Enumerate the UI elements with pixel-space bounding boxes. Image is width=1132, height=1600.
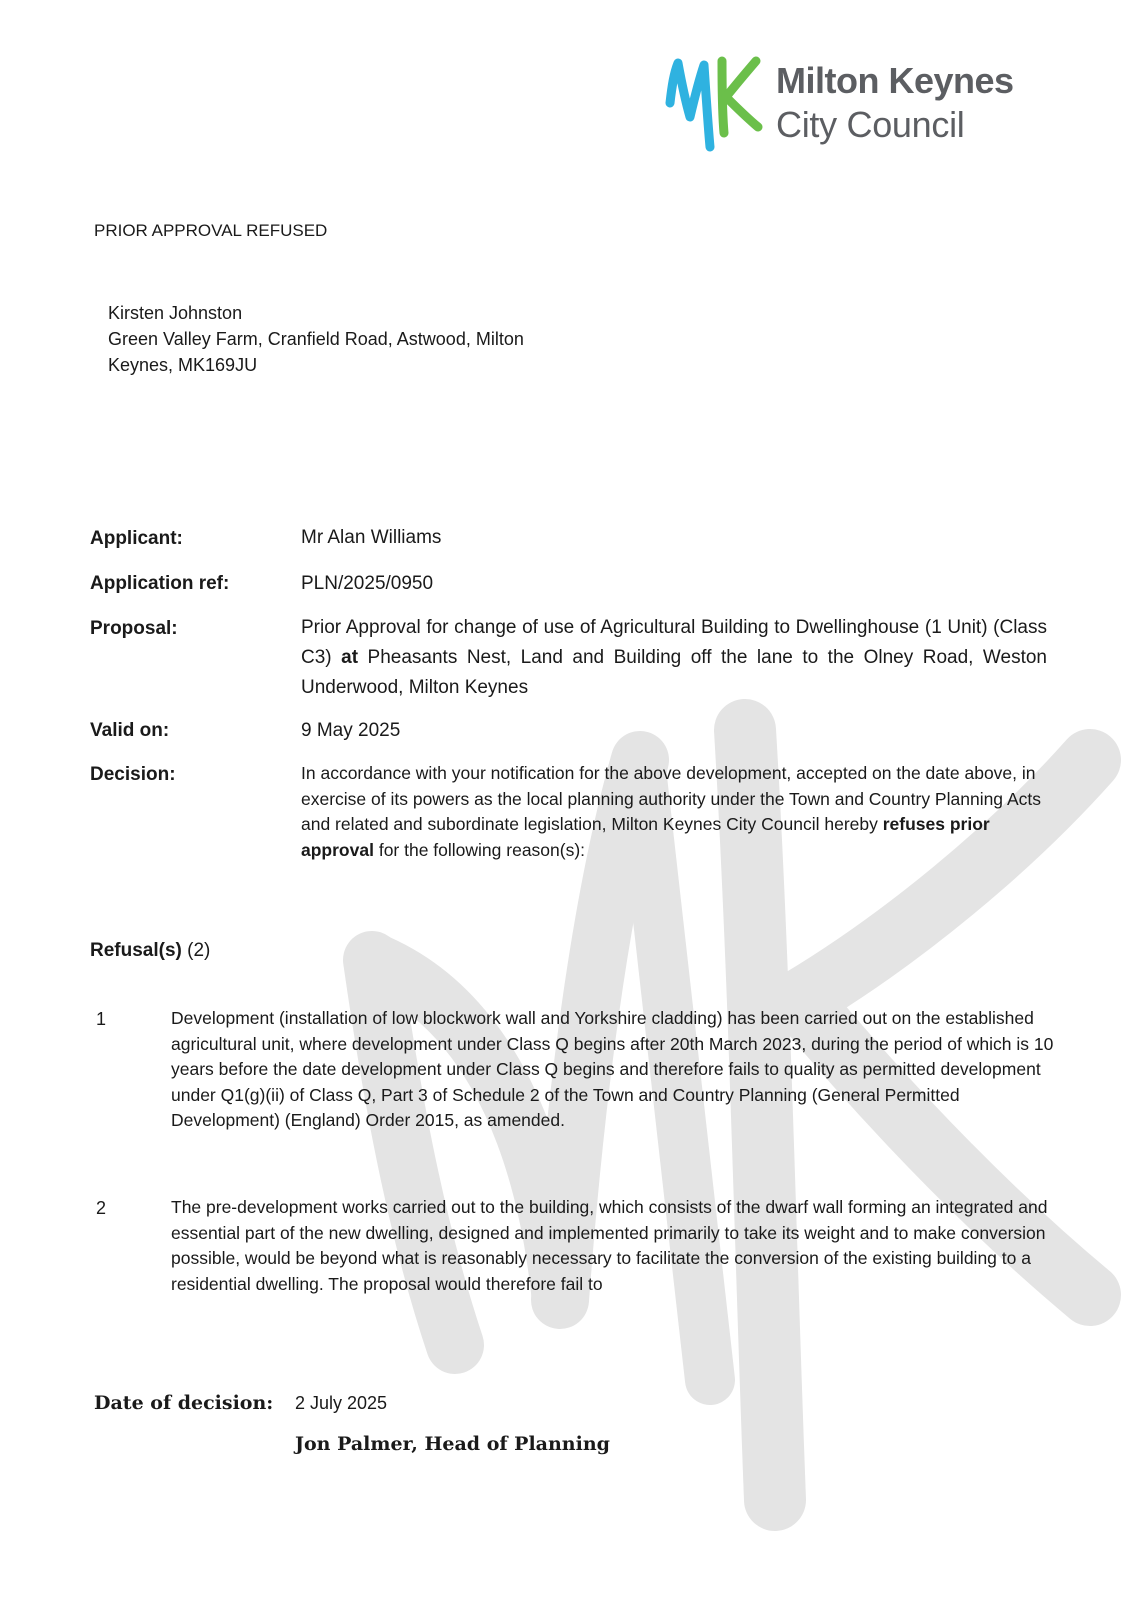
- refusal-number: 1: [96, 1009, 107, 1029]
- refusals-count: (2): [187, 940, 211, 961]
- decision-text-part2: for the following reason(s):: [378, 839, 586, 860]
- signatory: Jon Palmer, Head of Planning: [295, 1433, 610, 1455]
- date-of-decision-value: 2 July 2025: [295, 1393, 388, 1413]
- logo-text-line2: City Council: [776, 104, 965, 145]
- decision-value: [301, 761, 1047, 863]
- council-logo-icon: [664, 55, 764, 155]
- refusal-reason-text: Development (installation of low blockwork wall and Yorkshire cladding) has been carried out on the established agricultural unit, where development under Class Q begins after 20th March 2023, during the period of which is 10 years before the date development under Class Q begins and therefore fails to quality as permitted development under Q1(g)(ii) of Class Q, Part 3 of Schedule 2 of the Town and Country Planning (General Permitted Development) (England) Order 2015, as amended.: [171, 1008, 1054, 1130]
- applicant-label: Applicant:: [90, 528, 183, 549]
- valid-on-value: 9 May 2025: [301, 720, 401, 741]
- decision-text-part1: In accordance with your notification for the above development, accepted on the date above, in exercise of its powers as the local planning authority under the Town and Country Planning Acts and related and subordinate legislation, Milton Keynes City Council hereby: [301, 763, 1041, 834]
- refusals-heading-bold: Refusal(s): [90, 940, 182, 961]
- recipient-address: [108, 300, 568, 378]
- application-ref-value: PLN/2025/0950: [301, 573, 434, 594]
- logo-text-line1: Milton Keynes: [776, 60, 1014, 101]
- decision-label: Decision:: [90, 764, 176, 785]
- date-of-decision-label: Date of decision:: [94, 1392, 274, 1414]
- application-ref-label: Application ref:: [90, 573, 230, 594]
- refusals-heading: [90, 940, 210, 962]
- proposal-text-part2: Pheasants Nest, Land and Building off the lane to the Olney Road, Weston Underwood, Milton Keynes: [301, 647, 1047, 698]
- recipient-name: Kirsten Johnston: [108, 303, 243, 323]
- refusal-reason-text: The pre-development works carried out to the building, which consists of the dwarf wall forming an integrated and essential part of the new dwelling, designed and implemented primarily to take its weight and to make conversion possible, would be beyond what is reasonably necessary to facilitate the conversion of the existing building to a residential dwelling. The proposal would therefore fail to: [171, 1197, 1048, 1294]
- proposal-value: [301, 613, 1047, 703]
- recipient-address-line2: Keynes, MK169JU: [108, 355, 258, 375]
- decision-bold-text: refuses prior approval: [301, 814, 990, 860]
- valid-on-label: Valid on:: [90, 720, 170, 741]
- proposal-at: at: [341, 647, 359, 668]
- refusal-number: 2: [96, 1198, 107, 1218]
- applicant-value: Mr Alan Williams: [301, 527, 442, 548]
- proposal-label: Proposal:: [90, 618, 178, 639]
- document-status: PRIOR APPROVAL REFUSED: [94, 221, 328, 240]
- proposal-text-part1: Prior Approval for change of use of Agricultural Building to Dwellinghouse (1 Unit) (Class C3): [301, 617, 1047, 668]
- recipient-address-line1: Green Valley Farm, Cranfield Road, Astwood, Milton: [108, 329, 524, 349]
